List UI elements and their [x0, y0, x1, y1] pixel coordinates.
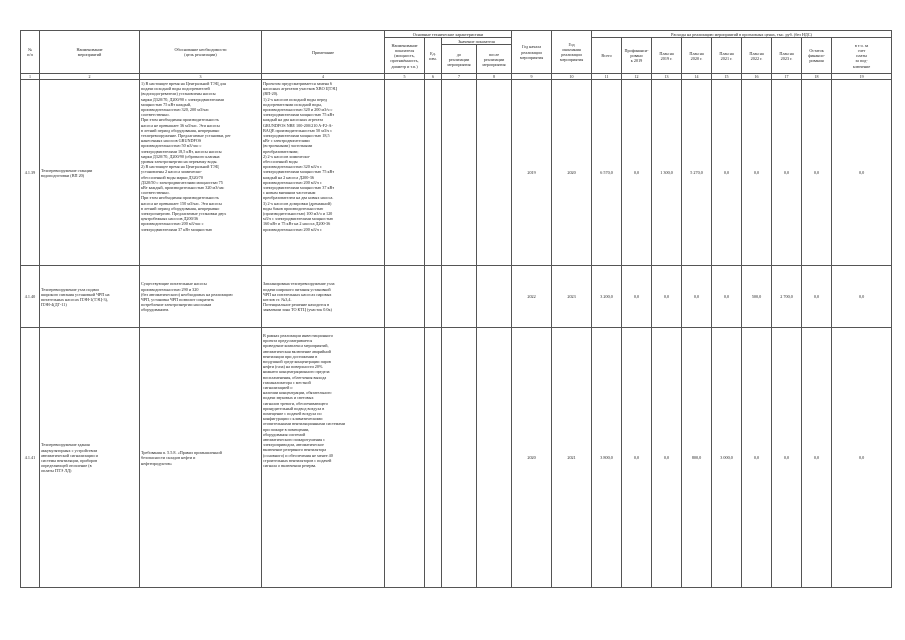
header-tech-after: после реализации мероприятия — [477, 45, 512, 74]
row-plan-2022: 500,0 — [742, 266, 772, 328]
row-remaining: 0,0 — [802, 266, 832, 328]
row-end-year: 2021 — [552, 328, 592, 588]
header-tech-group: Основные технические характеристики — [385, 31, 512, 38]
header-incl-charge: в т.ч. за счет платы за под- ключение — [832, 38, 892, 74]
row-remaining: 0,0 — [802, 80, 832, 266]
column-number: 1 — [21, 74, 40, 80]
row-note-cell — [262, 80, 385, 266]
header-tech-name: Наименование показателя (мощность, протяжённость, диаметр и т.п.) — [385, 38, 425, 74]
row-plan-2021: 3 000,0 — [712, 328, 742, 588]
investment-measures-table — [20, 30, 892, 588]
header-tech-unit: Ед. изм. — [425, 38, 442, 74]
column-number: 9 — [512, 74, 552, 80]
row-end-year: 2020 — [552, 80, 592, 266]
row-cost-total: 3 200,0 — [592, 266, 622, 328]
row-justification-cell — [140, 80, 262, 266]
row-remaining: 0,0 — [802, 328, 832, 588]
row-name: Техперевооружение здания аккумуляторных с устройством автоматической сигнализации и системы вентиляции, приборов определяющей отопление (в оплаты ПТЭ ЛД) — [40, 328, 140, 588]
row-cost-total: 3 800,0 — [592, 328, 622, 588]
column-number: 17 — [772, 74, 802, 80]
row-note: Проектом предусматривается замена 6 насосных агрегатов участков ХВО ЦТЭЦ (ВП-20). 1) 2-х насосов исходной воды перед подогревателями исходной воды, производительностью 320 и 200 м3/ч с электродвигателями мощностью 75 кВт каждый на два насосных агрегата GRUNDFOS NBE 100-200/210 A-F2-A- BAQE производительностью 50 м3/ч с электродвигателями мощностью 18,5 кВт с электродвигателями (встроенными) частотными преобразователями; 2) 2-х насосов химически- обессоленной воды производительностью 320 м3/ч с электродвигателями мощностью 75 кВт каждый на 2 насоса Д200-36 производительностью 200 м3/ч с электродвигателями мощностью 37 кВт с новым внешним частотным преобразователем на два новых насоса. 3) 2-х насосов дозировки (дренажной) воды баков производительностью (производительностью) 100 м3/ч и 120 м3/ч с электродвигателями мощностью 160 кВт и 75 кВт на 2 насоса Д200-36 производительностью 200 м3/ч с — [263, 80, 338, 232]
row-plan-2020: 800,0 — [682, 328, 712, 588]
row-plan-2022: 0,0 — [742, 80, 772, 266]
row-plan-2023: 0,0 — [772, 328, 802, 588]
column-number: 8 — [477, 74, 512, 80]
row-cost-financed: 0,0 — [622, 266, 652, 328]
header-tech-before: до реализации мероприятия — [442, 45, 477, 74]
row-plan-2020: 5 270,0 — [682, 80, 712, 266]
row-plan-2023: 2 700,0 — [772, 266, 802, 328]
header-cost-total: Всего — [592, 38, 622, 74]
row-tech-name — [385, 266, 425, 328]
row-num: 4.1.41 — [21, 328, 40, 588]
header-plan-2023: План на 2023 г. — [772, 38, 802, 74]
column-number: 2 — [40, 74, 140, 80]
header-remaining: Остаток финанси- рования — [802, 38, 832, 74]
row-plan-2023: 0,0 — [772, 80, 802, 266]
column-number: 19 — [832, 74, 892, 80]
row-plan-2019: 1 300,0 — [652, 80, 682, 266]
row-start-year: 2022 — [512, 266, 552, 328]
header-plan-2021: План на 2021 г. — [712, 38, 742, 74]
column-number: 11 — [592, 74, 622, 80]
column-number: 10 — [552, 74, 592, 80]
row-start-year: 2020 — [512, 328, 552, 588]
table-row — [21, 266, 892, 328]
table-row — [21, 328, 892, 588]
table-row — [21, 80, 892, 266]
header-end-year: Год окончания реализации мероприятия — [552, 31, 592, 74]
column-number: 5 — [385, 74, 425, 80]
row-tech-name — [385, 328, 425, 588]
row-cost-total: 6 570,0 — [592, 80, 622, 266]
column-number: 3 — [140, 74, 262, 80]
row-name: Техперевооружение узла подачи широкого питания установкой ЧРП на питательных насосах ПЭН-1(ТЭЦ-3), ПЭН-4(ДГ-11) — [40, 266, 140, 328]
row-tech-unit — [425, 266, 442, 328]
column-number: 16 — [742, 74, 772, 80]
header-plan-2019: План на 2019 г. — [652, 38, 682, 74]
row-name: Техперевооружение станции водоподготовки (ВП 20) — [40, 80, 140, 266]
row-note: В рамках реализации инвестиционного проекта предусматривается проведение комплекса мероприятий, автоматическая включение аварийной вентиляции при достижении в воздушной среде концентрации паров нефти (газа) на поверхности 20% нижнего концентрационного предела воспламенения, облегчения выхода газоанализатора с местной сигнализацией о наличии концентрации, обязательного подачи звуковых и световых сигналов тревоги, обеспечивающего принудительный подвод воздуха в помещение с подачей воздуха по конфигурации с климатическими отопительными вентиляционными системами при пожаре в помещении, оборудования системой автоматического пожаротушения с электроприводом, автоматическое включение резервного вентилятора (основного) и обеспечения не менее 40 строительных вентиляторов с подачей сигнала о включении резерва. — [263, 332, 346, 468]
row-tech-unit — [425, 80, 442, 266]
row-tech-before — [442, 328, 477, 588]
column-number: 7 — [442, 74, 477, 80]
row-tech-unit — [425, 328, 442, 588]
header-plan-2022: План на 2022 г. — [742, 38, 772, 74]
column-number: 18 — [802, 74, 832, 80]
row-plan-2019: 0,0 — [652, 266, 682, 328]
column-number: 14 — [682, 74, 712, 80]
header-cost-financed: Профинанси- ровано к 2019 — [622, 38, 652, 74]
investment-program-table-page — [20, 30, 881, 588]
row-tech-before — [442, 266, 477, 328]
header-plan-2020: План на 2020 г. — [682, 38, 712, 74]
row-justification: Существующие питательные насосы производительностью 290 и 320 (без автоматического) необходимых на реализацию ЧРП, установка ЧРП позволит сократить потребление электроэнергии насосным оборудованием. — [140, 266, 262, 328]
row-plan-2020: 0,0 — [682, 266, 712, 328]
row-plan-2019: 0,0 — [652, 328, 682, 588]
row-tech-after — [477, 80, 512, 266]
header-start-year: Год начала реализации мероприятия — [512, 31, 552, 74]
row-cost-financed: 0,0 — [622, 328, 652, 588]
column-number: 15 — [712, 74, 742, 80]
row-tech-before — [442, 80, 477, 266]
header-note: Примечание — [262, 31, 385, 74]
row-incl-charge: 0,0 — [832, 266, 892, 328]
column-number: 6 — [425, 74, 442, 80]
header-justification: Обоснование необходимости (цель реализации) — [140, 31, 262, 74]
column-number: 13 — [652, 74, 682, 80]
row-incl-charge: 0,0 — [832, 80, 892, 266]
row-num: 4.1.40 — [21, 266, 40, 328]
row-plan-2022: 0,0 — [742, 328, 772, 588]
row-num: 4.1.39 — [21, 80, 40, 266]
row-justification: 1) В настоящее время на Центральной ТЭЦ для подачи исходной воды подогревателей (водоподогреватели) установлены насосы марки Д320/70, Д200/90 с электродвигателями мощностью 75 кВт каждый, производительностью 320, 200 м3/час соответственно. При этом необходимая производительность насоса не превышает 36 м3/час. Эти насосы в летний период оборудования, непрерывно техперевооружение. Предлагаемые установки, рег нанесенных насосов GRUNDFOS производительностью 50 м3/час с электродвигателями 18,5 кВт, насосы насосы марки Д320/70, Д200/90 (обратного клапана уровня электроэнергии на перекачку воды. 2) В настоящее время на Центральной ТЭЦ установлены 2 насоса химически- обессоленной воды марки Д320/70 Д320/50 с электродвигателями мощностью 75 кВт каждый, производительностью 320 м3/час соответственно. При этом необходимая производительность насоса не превышает 150 м3/час. Эти насосы в летний период оборудования, непрерывно электроэнергию. Предлагаемые установки двух центробежных насосов Д200/36 производительностью 200 м3/час с электродвигателями 37 кВт мощностью — [141, 80, 231, 232]
row-note-cell — [262, 328, 385, 588]
column-number: 12 — [622, 74, 652, 80]
column-number: 4 — [262, 74, 385, 80]
row-justification: Требования п. 5.5.8. «Правил промышленной безопасности складов нефти и нефтепродуктов» — [140, 328, 262, 588]
header-tech-value-group: Значение показателя — [442, 38, 512, 45]
header-num: № п/п — [21, 31, 40, 74]
row-end-year: 2023 — [552, 266, 592, 328]
row-tech-name — [385, 80, 425, 266]
row-tech-after — [477, 266, 512, 328]
header-name: Наименование мероприятий — [40, 31, 140, 74]
row-plan-2021: 0,0 — [712, 80, 742, 266]
row-tech-after — [477, 328, 512, 588]
row-plan-2021: 0,0 — [712, 266, 742, 328]
row-cost-financed: 0,0 — [622, 80, 652, 266]
row-start-year: 2019 — [512, 80, 552, 266]
header-cost-group: Расходы на реализацию мероприятий в прогнозных ценах, тыс. руб. (без НДС) — [592, 31, 892, 38]
row-note: Запланирована техперевооружение узла подачи широкого питания установкой ЧРП на питательных насосах паровых котлов ст. №3,4. Потенциальное решение находится в заявлении зона ТО КТЦ (участок 0.0к) — [262, 266, 385, 328]
row-incl-charge: 0,0 — [832, 328, 892, 588]
